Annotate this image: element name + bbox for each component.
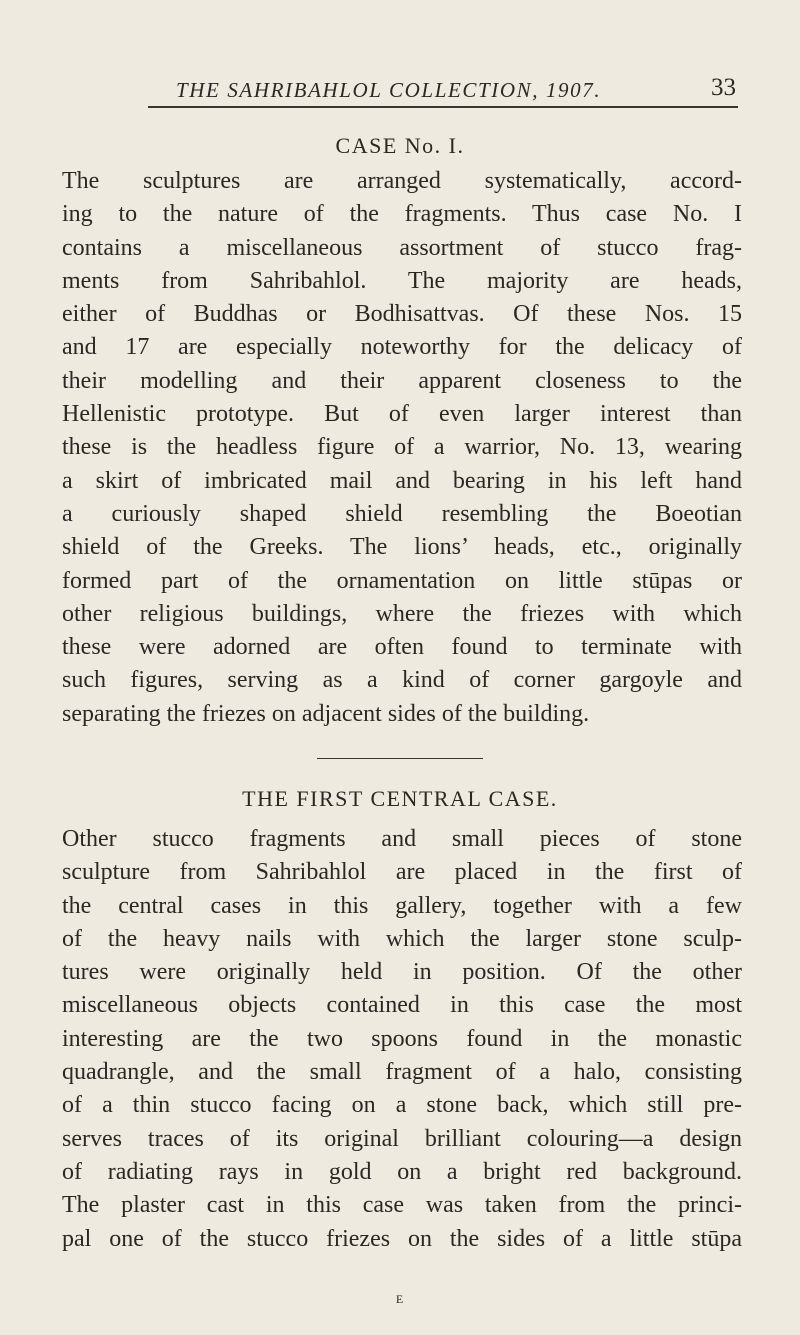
text-line: The plaster cast in this case was taken from the princi- [62, 1192, 742, 1219]
text-line: a skirt of imbricated mail and bearing in his left hand [62, 467, 742, 494]
text-line: and 17 are especially noteworthy for the delicacy of [62, 334, 742, 361]
section-heading-case-no-1: CASE No. I. [335, 133, 465, 158]
running-head [148, 70, 738, 108]
section-heading-first-central-case: THE FIRST CENTRAL CASE. [242, 786, 558, 811]
text-line: quadrangle, and the small fragment of a halo, consisting [62, 1059, 742, 1086]
text-line: of the heavy nails with which the larger stone sculp- [62, 925, 742, 952]
paragraph-first-central-case [62, 823, 742, 1256]
text-line: ments from Sahribahlol. The majority are heads, [62, 267, 742, 294]
text-line: The sculptures are arranged systematically, accord- [62, 168, 742, 194]
page-number: 33 [711, 74, 736, 101]
paragraph-case-no-1 [62, 165, 742, 731]
text-line: the central cases in this gallery, together with a few [62, 892, 742, 919]
text-line: serves traces of its original brilliant colouring—a design [62, 1125, 742, 1152]
text-line: formed part of the ornamentation on little stūpas or [62, 567, 742, 594]
text-line: pal one of the stucco friezes on the sides of a little stūpa [62, 1225, 742, 1252]
text-line: interesting are the two spoons found in the monastic [62, 1025, 742, 1052]
text-line: such figures, serving as a kind of corner gargoyle and [62, 667, 742, 694]
text-line: tures were originally held in position. Of the other [62, 959, 742, 986]
signature-mark: E [395, 1292, 405, 1306]
text-line: miscellaneous objects contained in this case the most [62, 992, 742, 1019]
text-line: these is the headless figure of a warrior, No. 13, wearing [62, 434, 742, 461]
text-line: contains a miscellaneous assortment of stucco frag- [62, 234, 742, 261]
text-line: sculpture from Sahribahlol are placed in the first of [62, 859, 742, 886]
text-line: these were adorned are often found to terminate with [62, 634, 742, 661]
text-line: Other stucco fragments and small pieces of stone [62, 826, 742, 852]
text-line: other religious buildings, where the friezes with which [62, 600, 742, 627]
text-line: of radiating rays in gold on a bright red background. [62, 1158, 742, 1185]
text-line: Hellenistic prototype. But of even larger interest than [62, 401, 742, 428]
text-line: separating the friezes on adjacent sides of the building. [62, 700, 590, 727]
text-line: either of Buddhas or Bodhisattvas. Of these Nos. 15 [62, 301, 742, 328]
text-line: their modelling and their apparent closeness to the [62, 367, 742, 394]
text-line: a curiously shaped shield resembling the Boeotian [62, 500, 742, 527]
text-line: shield of the Greeks. The lions’ heads, etc., originally [62, 534, 742, 561]
text-line: of a thin stucco facing on a stone back, which still pre- [62, 1092, 742, 1119]
running-title: THE SAHRIBAHLOL COLLECTION, 1907. [176, 78, 602, 102]
text-line: ing to the nature of the fragments. Thus case No. I [62, 201, 742, 228]
section-divider [317, 758, 483, 759]
